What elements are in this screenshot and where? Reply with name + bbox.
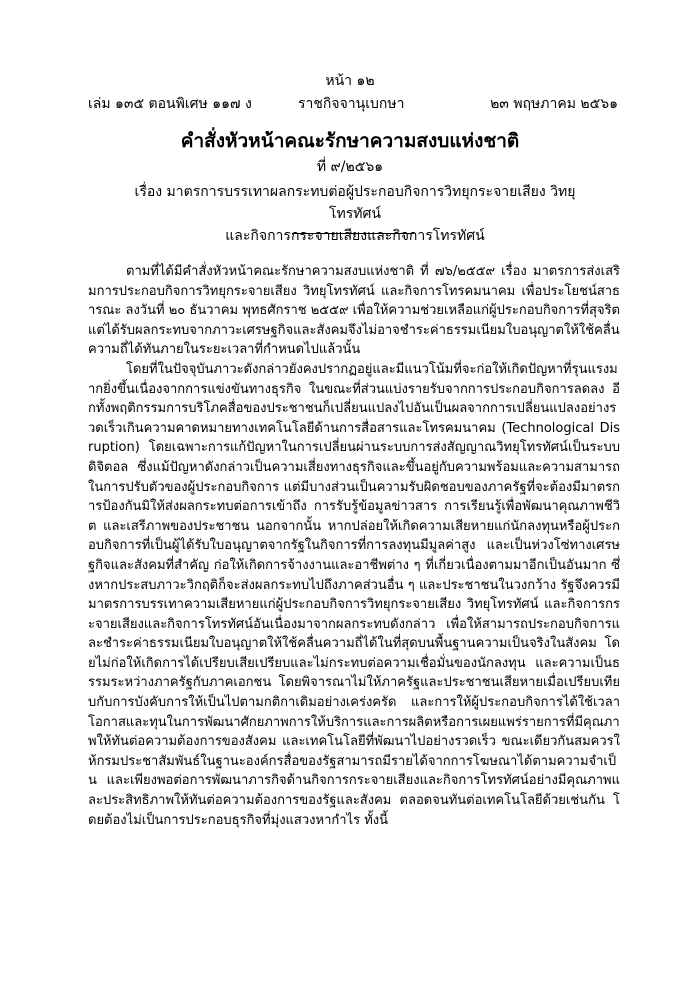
title-divider — [292, 233, 414, 234]
document-title: คำสั่งหัวหน้าคณะรักษาความสงบแห่งชาติ — [180, 130, 520, 152]
gazette-header — [88, 93, 618, 115]
order-number: ที่ ๙/๒๕๖๑ — [316, 159, 384, 175]
paragraph-1: ตามที่ได้มีคำสั่งหัวหน้าคณะรักษาความสงบแห่งชาติ ที่ ๗๖/๒๕๕๙ เรื่อง มาตรการส่งเสริมการประกอบกิจการวิทยุกระจายเสียง วิทยุโทรทัศน์ และกิจการโทรคมนาคม เพื่อประโยชน์สาธารณะ ลงวันที่ ๒๐ ธันวาคม พุทธศักราช ๒๕๕๙ เพื่อให้ความช่วยเหลือแก่ผู้ประกอบกิจการที่สุจริตแต่ได้รับผลกระทบจากภาวะเศรษฐกิจและสังคมจึงไม่อาจชำระค่าธรรมเนียมใบอนุญาตให้ใช้คลื่นความถี่ได้ทันภายในระยะเวลาที่กำหนดไปแล้วนั้น — [88, 264, 620, 358]
page-number: หน้า ๑๒ — [325, 73, 375, 89]
subject-line-1: เรื่อง มาตรการบรรเทาผลกระทบต่อผู้ประกอบกิจการวิทยุกระจายเสียง วิทยุโทรทัศน์ — [134, 184, 576, 222]
paragraph-2: โดยที่ในปัจจุบันภาวะดังกล่าวยังคงปรากฏอยู่และมีแนวโน้มที่จะก่อให้เกิดปัญหาที่รุนแรงมากยิ่งขึ้นเนื่องจากการแข่งขันทางธุรกิจ ในขณะที่ส่วนแบ่งรายรับจากการประกอบกิจการลดลง อีกทั้งพฤติกรรมการบริโภคสื่อของประชาชนก็เปลี่ยนแปลงไปอันเป็นผลจากการเปลี่ยนแปลงอย่างรวดเร็วเกินความคาดหมายทางเทคโนโลยีด้านการสื่อสารและโทรคมนาคม (Technological Disruption) โดยเฉพาะการแก้ปัญหาในการเปลี่ยนผ่านระบบการส่งสัญญาณวิทยุโทรทัศน์เป็นระบบดิจิตอล ซึ่งแม้ปัญหาดังกล่าวเป็นความเสี่ยงทางธุรกิจและขึ้นอยู่กับความพร้อมและความสามารถในการปรับตัวของผู้ประกอบกิจการ แต่มีบางส่วนเป็นความรับผิดชอบของภาครัฐที่จะต้องมีมาตรการป้องกันมิให้ส่งผลกระทบต่อการเข้าถึง การรับรู้ข้อมูลข่าวสาร การเรียนรู้เพื่อพัฒนาคุณภาพชีวิต และเสรีภาพของประชาชน นอกจากนั้น หากปล่อยให้เกิดความเสียหายแก่นักลงทุนหรือผู้ประกอบกิจการที่เป็นผู้ได้รับใบอนุญาตจากรัฐในกิจการที่การลงทุนมีมูลค่าสูง และเป็นห่วงโซ่ทางเศรษฐกิจและสังคมที่สำคัญ ก่อให้เกิดการจ้างงานและอาชีพต่าง ๆ ที่เกี่ยวเนื่องตามมาอีกเป็นอันมาก ซึ่งหากประสบภาวะวิกฤติก็จะส่งผลกระทบไปถึงภาคส่วนอื่น ๆ และประชาชนในวงกว้าง รัฐจึงควรมีมาตรการบรรเทาความเสียหายแก่ผู้ประกอบกิจการวิทยุกระจายเสียง วิทยุโทรทัศน์ และกิจการกระจายเสียงและกิจการโทรทัศน์อันเนื่องมาจากผลกระทบดังกล่าว เพื่อให้สามารถประกอบกิจการและชำระค่าธรรมเนียมใบอนุญาตให้ใช้คลื่นความถี่ได้ในที่สุดบนพื้นฐานความเป็นจริงในสังคม โดยไม่ก่อให้เกิดการได้เปรียบเสียเปรียบและไม่กระทบต่อความเชื่อมั่นของนักลงทุน และความเป็นธรรมระหว่างภาครัฐกับภาคเอกชน โดยพิจารณาไม่ให้ภาครัฐและประชาชนเสียหายเมื่อเปรียบเทียบกับการบังคับการให้เป็นไปตามกติกาเดิมอย่างเคร่งครัด และการให้ผู้ประกอบกิจการได้ใช้เวลา โอกาสและทุนในการพัฒนาศักยภาพการให้บริการและการผลิตหรือการเผยแพร่รายการที่มีคุณภาพให้ทันต่อความต้องการของสังคม และเทคโนโลยีที่พัฒนาไปอย่างรวดเร็ว ขณะเดียวกันสมควรให้กรมประชาสัมพันธ์ในฐานะองค์กรสื่อของรัฐสามารถมีรายได้จากการโฆษณาได้ตามความจำเป็น และเพียงพอต่อการพัฒนาภารกิจด้านกิจการกระจายเสียงและกิจการโทรทัศน์อย่างมีคุณภาพและประสิทธิภาพให้ทันต่อความต้องการของรัฐและสังคม ตลอดจนทันต่อเทคโนโลยีด้วยเช่นกัน โดยต้องไม่เป็นการประกอบธุรกิจที่มุ่งแสวงหากำไร ทั้งนี้ — [88, 361, 620, 828]
document-body — [88, 262, 620, 830]
gazette-name: ราชกิจจานุเบกษา — [298, 96, 405, 112]
subject-line-2: และกิจการกระจายเสียงและกิจการโทรทัศน์ — [225, 228, 485, 244]
publication-date: ๒๓ พฤษภาคม ๒๕๖๑ — [490, 96, 618, 112]
subject — [110, 181, 600, 247]
volume-issue: เล่ม ๑๓๕ ตอนพิเศษ ๑๑๗ ง — [88, 96, 252, 112]
